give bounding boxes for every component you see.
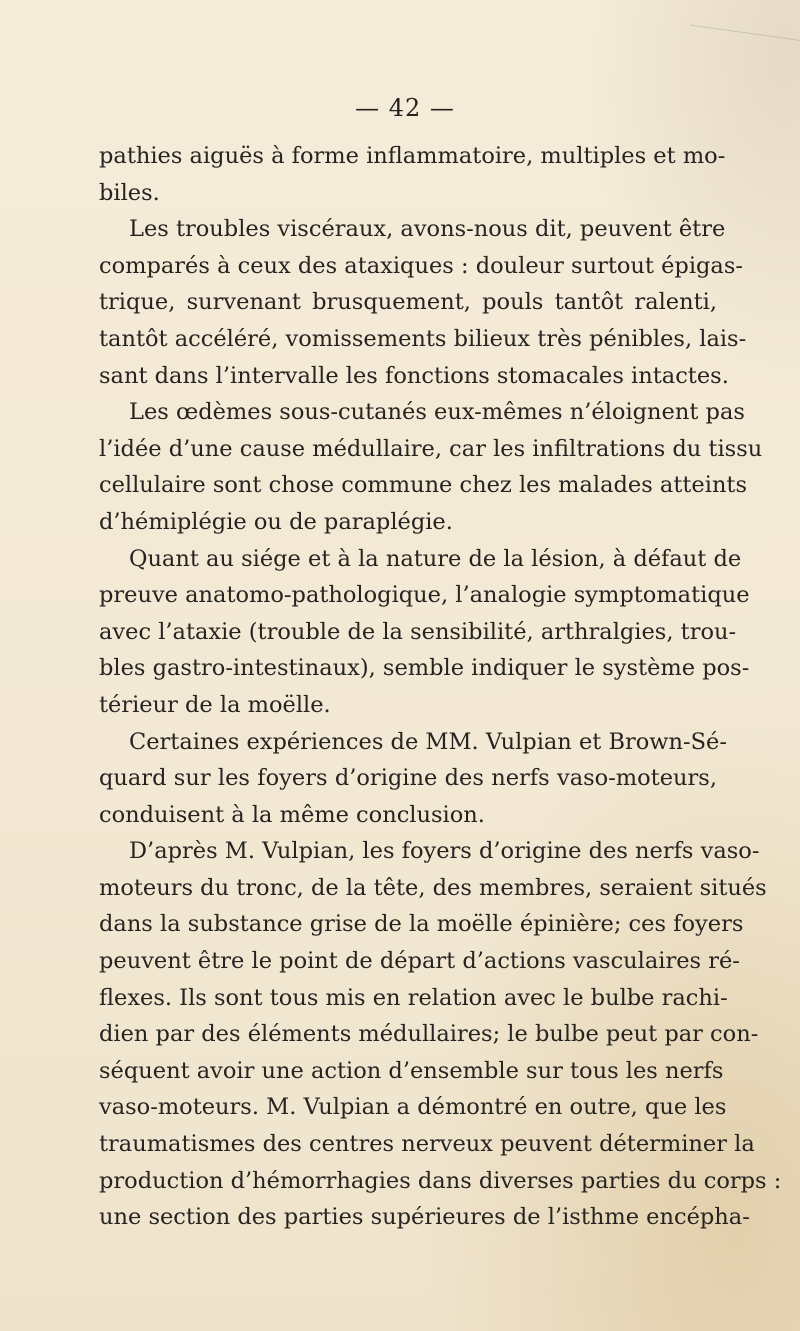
text-line: avec l’ataxie (trouble de la sensibilité, arthralgies, trou- bbox=[99, 618, 737, 645]
text-line: tantôt accéléré, vomissements bilieux très pénibles, lais- bbox=[99, 325, 747, 352]
text-line: une section des parties supérieures de l’isthme encépha- bbox=[99, 1204, 750, 1231]
text-line: vaso-moteurs. M. Vulpian a démontré en outre, que les bbox=[99, 1094, 727, 1121]
text-line: Les œdèmes sous-cutanés eux-mêmes n’éloignent pas bbox=[129, 399, 745, 426]
text-line: peuvent être le point de départ d’actions vasculaires ré- bbox=[99, 948, 740, 975]
text-line: preuve anatomo-pathologique, l’analogie symptomatique bbox=[99, 582, 750, 609]
page-number: — 42 — bbox=[355, 94, 455, 122]
text-line: dans la substance grise de la moëlle épinière; ces foyers bbox=[99, 911, 744, 938]
text-line: l’idée d’une cause médullaire, car les infiltrations du tissu bbox=[99, 435, 763, 462]
text-line: Quant au siége et à la nature de la lésion, à défaut de bbox=[129, 545, 742, 572]
text-line: D’après M. Vulpian, les foyers d’origine des nerfs vaso- bbox=[129, 838, 760, 865]
text-line: térieur de la moëlle. bbox=[99, 691, 331, 718]
text-line: moteurs du tronc, de la tête, des membres, seraient situés bbox=[99, 874, 767, 901]
text-line: Certaines expériences de MM. Vulpian et Brown-Sé- bbox=[129, 728, 727, 755]
text-line: pathies aiguës à forme inflammatoire, multiples et mo- bbox=[99, 143, 726, 169]
text-line: comparés à ceux des ataxiques : douleur surtout épigas- bbox=[99, 252, 743, 279]
text-line: production d’hémorrhagies dans diverses parties du corps : bbox=[99, 1167, 782, 1194]
text-line: bles gastro-intestinaux), semble indiquer le système pos- bbox=[99, 655, 750, 682]
text-line: Les troubles viscéraux, avons-nous dit, peuvent être bbox=[129, 216, 726, 243]
text-line: trique, survenant brusquement, pouls tantôt ralenti, bbox=[99, 289, 717, 316]
page-corner-curl bbox=[690, 0, 800, 41]
text-line: quard sur les foyers d’origine des nerfs vaso-moteurs, bbox=[99, 765, 717, 792]
text-line: sant dans l’intervalle les fonctions stomacales intactes. bbox=[99, 362, 729, 389]
text-line: dien par des éléments médullaires; le bulbe peut par con- bbox=[99, 1021, 759, 1048]
text-line: cellulaire sont chose commune chez les malades atteints bbox=[99, 472, 748, 499]
text-line: séquent avoir une action d’ensemble sur tous les nerfs bbox=[99, 1057, 724, 1084]
body-text bbox=[99, 138, 782, 1236]
text-line: flexes. Ils sont tous mis en relation avec le bulbe rachi- bbox=[99, 984, 728, 1011]
text-line: conduisent à la même conclusion. bbox=[99, 801, 485, 828]
text-line: traumatismes des centres nerveux peuvent déterminer la bbox=[99, 1131, 755, 1158]
text-line: d’hémiplégie ou de paraplégie. bbox=[99, 508, 453, 535]
text-line: biles. bbox=[99, 179, 160, 206]
